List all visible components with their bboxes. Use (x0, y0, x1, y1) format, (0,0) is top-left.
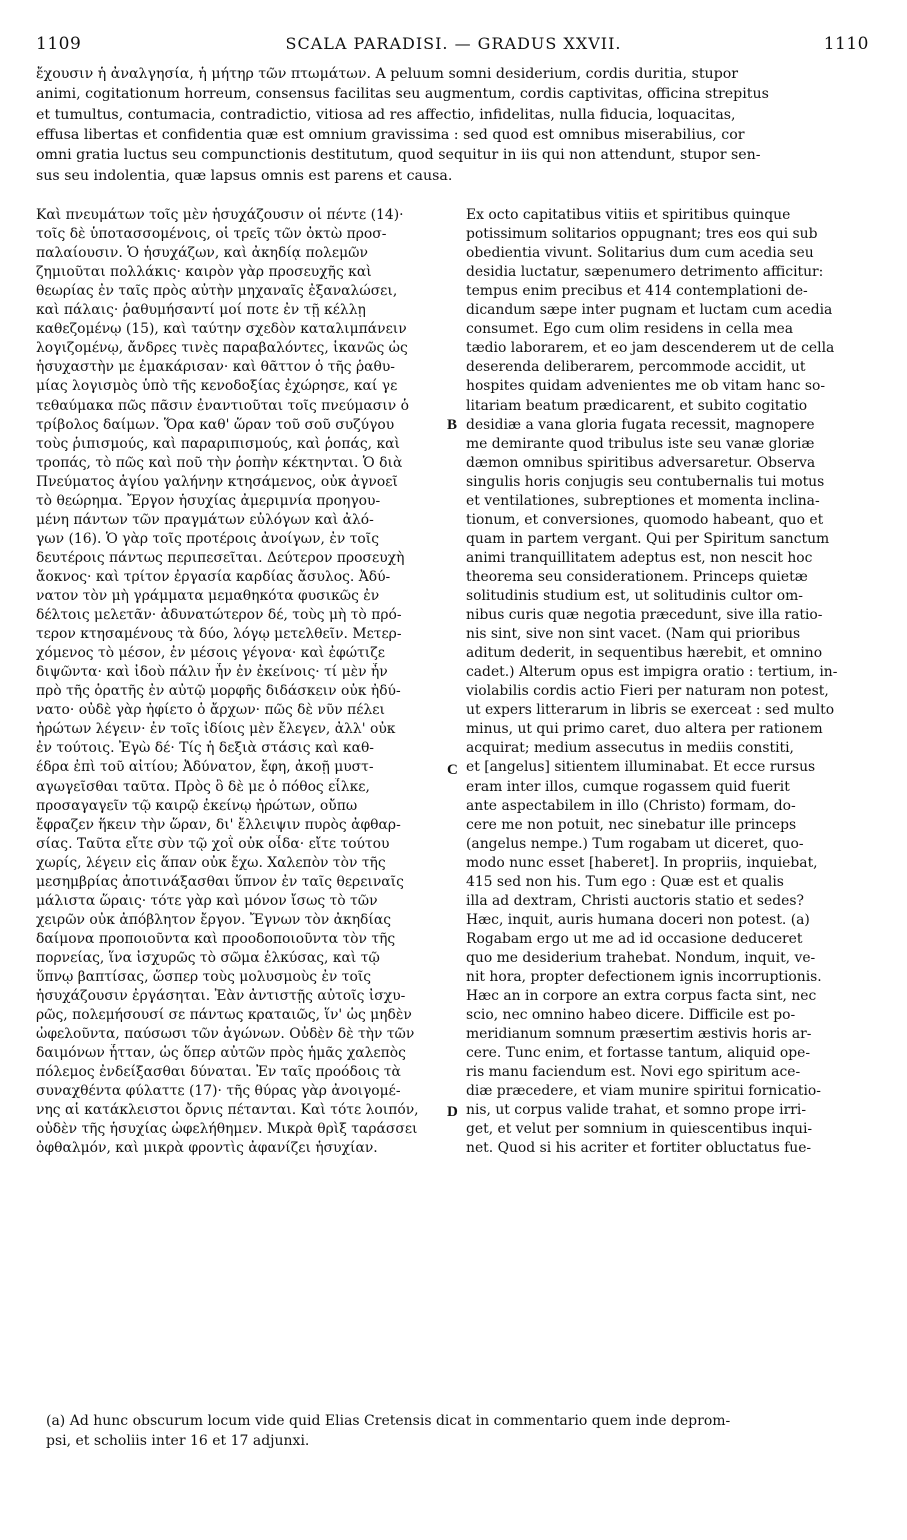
latin-line: eram inter illos, cumque rogassem quid fuerit (466, 778, 790, 795)
greek-line: πορνείας, ἵνα ἰσχυρῶς τὸ σῶμα ἑλκύσας, καὶ τῷ (36, 949, 380, 966)
greek-line: ἠρώτων λέγειν· ἐν τοῖς ἰδίοις μὲν ἔλεγεν, ἀλλ' οὐκ (36, 721, 396, 738)
latin-line: minus, ut qui primo caret, duo altera per rationem (466, 721, 823, 738)
latin-line: obedientia vivunt. Solitarius dum cum acedia seu (466, 245, 814, 262)
greek-line: τερον κτησαμένους τὰ δύο, λόγῳ μετελθεῖν. Μετερ- (36, 626, 402, 643)
greek-line: σίας. Ταῦτα εἴτε σὺν τῷ χοῒ οὐκ οἶδα· εἴτε τούτου (36, 835, 390, 852)
latin-line: dæmon omnibus spiritibus adversaretur. Observa (466, 454, 816, 471)
latin-line: nibus curis quæ negotia præcedunt, sive illa ratio- (466, 607, 823, 624)
greek-line: τὸ θεώρημα. Ἔργον ἡσυχίας ἀμεριμνία προηγου- (36, 492, 381, 509)
latin-line: cere. Tunc enim, et fortasse tantum, aliquid ope- (466, 1045, 811, 1062)
greek-line: μένη πάντων τῶν πραγμάτων εὐλόγων καὶ ἀλό- (36, 511, 374, 528)
latin-line: hospites quidam advenientes me ob vitam hanc so- (466, 378, 826, 395)
greek-line: δέλτοις μελετᾶν· ἀδυνατώτερον δέ, τοὺς μὴ τὸ πρό- (36, 607, 402, 624)
greek-line: ἐν τούτοις. Ἐγὼ δέ· Τίς ἡ δεξιὰ στάσις καὶ καθ- (36, 740, 375, 757)
latin-line: litariam beatum prædicarent, et subito cogitatio (466, 397, 808, 414)
latin-line: nis sint, sive non sint vacet. (Nam qui prioribus (466, 626, 801, 643)
latin-line: nis, ut corpus valide trahat, et somno prope irri- (466, 1102, 807, 1119)
latin-line: Rogabam ergo ut me ad id occasione deduceret (466, 930, 803, 947)
greek-line: θεωρίας ἐν ταῖς πρὸς αὐτὴν μηχαναῖς ἐξαναλώσει, (36, 283, 398, 300)
greek-line: τροπάς, τὸ πῶς καὶ ποῦ τὴν ῥοπὴν κέκτηνται. Ὁ διὰ (36, 454, 403, 471)
greek-line: νης αἱ κατάκλειστοι ὄρνις πέτανται. Καὶ τότε λοιπόν, (36, 1102, 419, 1119)
latin-line: (angelus nempe.) Tum rogabam ut diceret, quo- (466, 835, 804, 852)
greek-line: μίας λογισμὸς ὑπὸ τῆς κενοδοξίας ἐχώρησε, καί γε (36, 378, 398, 395)
greek-line: πρὸ τῆς ὁρατῆς ἐν αὐτῷ μορφῆς διδάσκειν οὐκ ἠδύ- (36, 683, 401, 700)
margin-letter-b: B (447, 417, 458, 433)
latin-line: theorema seu considerationem. Princeps quietæ (466, 568, 808, 585)
footnote-line: (a) Ad hunc obscurum locum vide quid Elias Cretensis dicat in commentario quem inde deprom- (46, 1413, 731, 1429)
latin-line: consumet. Ego cum olim residens in cella mea (466, 321, 794, 338)
latin-line: ut expers litterarum in libris se exerceat : sed multo (466, 702, 835, 719)
latin-line: Ex octo capitatibus vitiis et spiritibus quinque (466, 207, 791, 223)
latin-line: modo nunc esset [haberet]. In propriis, inquiebat, (466, 854, 818, 871)
latin-line: scio, nec omnino habeo dicere. Difficile est po- (466, 1007, 796, 1024)
greek-line: οὐδὲν τῆς ἡσυχίας ὠφελήθημεν. Μικρὰ θρὶξ ταράσσει (36, 1121, 418, 1138)
latin-line: animi tranquillitatem adeptus est, non nescit hoc (466, 549, 813, 566)
latin-line: violabilis cordis actio Fieri per naturam non potest, (466, 683, 829, 700)
greek-line: χειρῶν οὐκ ἀπόβλητον ἔργον. Ἔγνων τὸν ἀκηδίας (36, 911, 392, 928)
latin-line: meridianum somnum præsertim æstivis horis ar- (466, 1026, 812, 1043)
greek-line: έδρα ἐπὶ τοῦ αἰτίου; Ἀδύνατον, ἔφη, ἀκοῇ μυστ- (36, 759, 374, 776)
greek-line: ἡσυχαστὴν με ἐμακάρισαν· καὶ θᾶττον ὁ τῆς ῥαθυ- (36, 359, 395, 376)
running-title: SCALA PARADISI. — GRADUS XXVII. (285, 34, 622, 53)
latin-line: singulis horis conjugis seu contubernalis tui motus (466, 473, 825, 490)
page-number-right: 1110 (823, 34, 869, 54)
greek-line: διψῶντα· καὶ ἰδοὺ πάλιν ἦν ἐν ἐκείνοις· τί μὲν ἦν (36, 664, 388, 681)
latin-line: aditum dederit, in sequentibus hærebit, et omnino (466, 645, 823, 662)
latin-line: illa ad dextram, Christi auctoris statio et sedes? (466, 892, 804, 909)
greek-line: προσαγαγεῖν τῷ καιρῷ ἐκείνῳ ἠρώτων, οὔπω (36, 797, 358, 814)
latin-line: potissimum solitarios oppugnant; tres eos qui sub (466, 226, 818, 243)
greek-line: χωρίς, λέγειν εἰς ἅπαν οὐκ ἔχω. Χαλεπὸν τὸν τῆς (36, 854, 386, 871)
greek-line: δαιμόνων ἧτταν, ὡς ὅπερ αὐτῶν πρὸς ἡμᾶς χαλεπὸς (36, 1045, 406, 1062)
latin-line: tionum, et conversiones, quomodo habeant, quo et (466, 511, 824, 528)
greek-line: καθεζομένῳ (15), καὶ ταύτην σχεδὸν καταλιμπάνειν (36, 321, 407, 338)
latin-line: Hæc, inquit, auris humana doceri non potest. (a) (466, 911, 810, 928)
latin-line: deserenda deliberarem, percommode accidit, ut (466, 359, 806, 376)
latin-line: ante aspectabilem in illo (Christo) formam, do- (466, 797, 796, 814)
latin-line: quo me desiderium trahebat. Nondum, inquit, ve- (466, 949, 816, 966)
greek-line: καὶ πάλαις· ῥαθυμήσαντί μοί ποτε ἐν τῇ κέλλῃ (36, 302, 366, 319)
greek-line: τοὺς ῥιπισμούς, καὶ παραριπισμούς, καὶ ῥοπάς, καὶ (36, 435, 400, 452)
intro-line: sus seu indolentia, quæ lapsus omnis est parens et causa. (36, 167, 453, 184)
latin-line: Hæc an in corpore an extra corpus facta sint, nec (466, 988, 817, 1005)
latin-line: et ventilationes, subreptiones et momenta inclina- (466, 492, 820, 509)
intro-line: animi, cogitationum horreum, consensus facilitas seu augmentum, cordis captivitas, officina strepitus (36, 86, 769, 103)
greek-line: ζημιοῦται πολλάκις· καιρὸν γὰρ προσευχῆς καὶ (36, 264, 372, 281)
greek-line: ἔφραζεν ἥκειν τὴν ὥραν, δι' ἔλλειψιν πυρὸς ἀφθαρ- (36, 816, 401, 833)
intro-line: ἔχουσιν ἡ ἀναλγησία, ἡ μήτηρ τῶν πτωμάτων. A peluum somni desiderium, cordis duritia, stupor (36, 66, 739, 82)
greek-line: ὀφθαλμόν, καὶ μικρὰ φροντὶς ἀφανίζει ἡσυχίαν. (36, 1140, 378, 1157)
latin-line: net. Quod si his acriter et fortiter obluctatus fue- (466, 1140, 812, 1157)
latin-line: et [angelus] sitientem illuminabat. Et ecce rursus (466, 759, 816, 776)
page-number-left: 1109 (36, 34, 82, 54)
greek-line: ἄοκνος· καὶ τρίτον ἐργασία καρδίας ἄσυλος. Ἀδύ- (36, 568, 391, 585)
greek-line: πόλεμος ἐνδείξασθαι δύναται. Ἐν ταῖς προόδοις τὰ (36, 1064, 401, 1081)
greek-line: νατο· οὐδὲ γὰρ ἠφίετο ὁ ἄρχων· πῶς δὲ νῦν πέλει (36, 702, 385, 719)
latin-line: me demirante quod tribulus iste seu vanæ gloriæ (466, 435, 815, 452)
greek-line: μάλιστα ὥραις· τότε γὰρ καὶ μόνον ἴσως τὸ τῶν (36, 892, 378, 909)
footnote-line: psi, et scholiis inter 16 et 17 adjunxi. (46, 1433, 310, 1449)
latin-line: diæ præcedere, et viam munire spiritui fornicatio- (466, 1083, 821, 1100)
latin-line: dicandum sæpe inter pugnam et luctam cum acedia (466, 302, 833, 319)
greek-line: μεσημβρίας ἀποτινάξασθαι ὕπνον ἐν ταῖς θερειναῖς (36, 873, 404, 890)
intro-line: et tumultus, contumacia, contradictio, vitiosa ad res affectio, infidelitas, nulla fiducia, loquacitas, (36, 106, 736, 123)
greek-line: Καὶ πνευμάτων τοῖς μὲν ἡσυχάζουσιν οἱ πέντε (14)· (36, 207, 404, 223)
greek-line: αγωγεῖσθαι ταῦτα. Πρὸς ὃ δὲ με ὁ πόθος εἷλκε, (36, 778, 370, 795)
margin-letter-c: C (447, 762, 458, 778)
latin-line: desidiæ a vana gloria fugata recessit, magnopere (466, 416, 815, 433)
latin-line: acquirat; medium assecutus in mediis constiti, (466, 740, 794, 757)
greek-line: συναχθέντα φύλαττε (17)· τῆς θύρας γὰρ ἀνοιγομέ- (36, 1083, 401, 1100)
greek-line: ρῶς, πολεμήσουσί σε πάντως κραταιῶς, ἵν' ὡς μηδὲν (36, 1007, 412, 1024)
latin-line: desidia luctatur, sæpenumero detrimento afficitur: (466, 264, 824, 281)
greek-line: γων (16). Ὁ γὰρ τοῖς προτέροις ἀνοίγων, ἐν τοῖς (36, 530, 379, 547)
latin-line: quam in partem vergant. Qui per Spiritum sanctum (466, 530, 830, 547)
intro-line: omni gratia luctus seu compunctionis destitutum, quod sequitur in iis qui non attendunt, stupor sen- (36, 147, 761, 164)
intro-line: effusa libertas et confidentia quæ est omnium gravissima : sed quod est omnibus miserabilius, cor (36, 126, 745, 143)
greek-line: ὠφελοῦντα, παύσωσι τῶν ἀγώνων. Οὐδὲν δὲ τὴν τῶν (36, 1026, 415, 1043)
greek-line: ὕπνῳ βαπτίσας, ὥσπερ τοὺς μολυσμοὺς ἐν τοῖς (36, 969, 372, 985)
latin-line: solitudinis studium est, ut solitudinis cultor om- (466, 588, 803, 604)
greek-line: δευτέροις πάντως περιπεσεῖται. Δεύτερον προσευχὴ (36, 549, 405, 566)
greek-line: τεθαύμακα πῶς πᾶσιν ἐναντιοῦται τοῖς πνεύμασιν ὁ (36, 397, 409, 414)
latin-line: ris manu faciendum est. Novi ego spiritum ace- (466, 1064, 801, 1081)
margin-letter-d: D (447, 1104, 458, 1120)
latin-line: 415 sed non his. Tum ego : Quæ est et qualis (466, 873, 784, 890)
greek-line: χόμενος τὸ μέσον, ἐν μέσοις γέγονα· καὶ ἐφώτιζε (36, 645, 385, 662)
latin-line: nit hora, propter defectionem ignis incorruptionis. (466, 969, 822, 985)
greek-line: τρίβολος δαίμων. Ὅρα καθ' ὥραν τοῦ σοῦ συζύγου (36, 416, 395, 433)
latin-line: tædio laborarem, et eo jam descenderem ut de cella (466, 340, 835, 357)
greek-line: παλαίουσιν. Ὁ ἡσυχάζων, καὶ ἀκηδίᾳ πολεμῶν (36, 245, 368, 262)
latin-line: get, et velut per somnium in quiescentibus inqui- (466, 1121, 813, 1138)
greek-line: δαίμονα προποιοῦντα καὶ προοδοποιοῦντα τὸν τῆς (36, 930, 396, 947)
greek-line: τοῖς δὲ ὑποτασσομένοις, οἱ τρεῖς τῶν ὀκτὼ προσ- (36, 226, 387, 243)
greek-line: λογιζομένῳ, ἄνδρες τινὲς παραβαλόντες, ἱκανῶς ὡς (36, 340, 408, 357)
greek-line: Πνεύματος ἁγίου γαλήνην κτησάμενος, οὐκ ἀγνοεῖ (36, 473, 398, 490)
greek-line: ἡσυχάζουσιν ἐργάσηται. Ἐὰν ἀντιστῇς αὐτοῖς ἰσχυ- (36, 988, 406, 1005)
latin-line: cere me non potuit, nec sinebatur ille princeps (466, 816, 797, 833)
latin-line: tempus enim precibus et 414 contemplationi de- (466, 283, 808, 300)
greek-line: νατον τὸν μὴ γράμματα μεμαθηκότα φυσικῶς ἐν (36, 588, 380, 604)
latin-line: cadet.) Alterum opus est impigra oratio : tertium, in- (466, 664, 838, 681)
